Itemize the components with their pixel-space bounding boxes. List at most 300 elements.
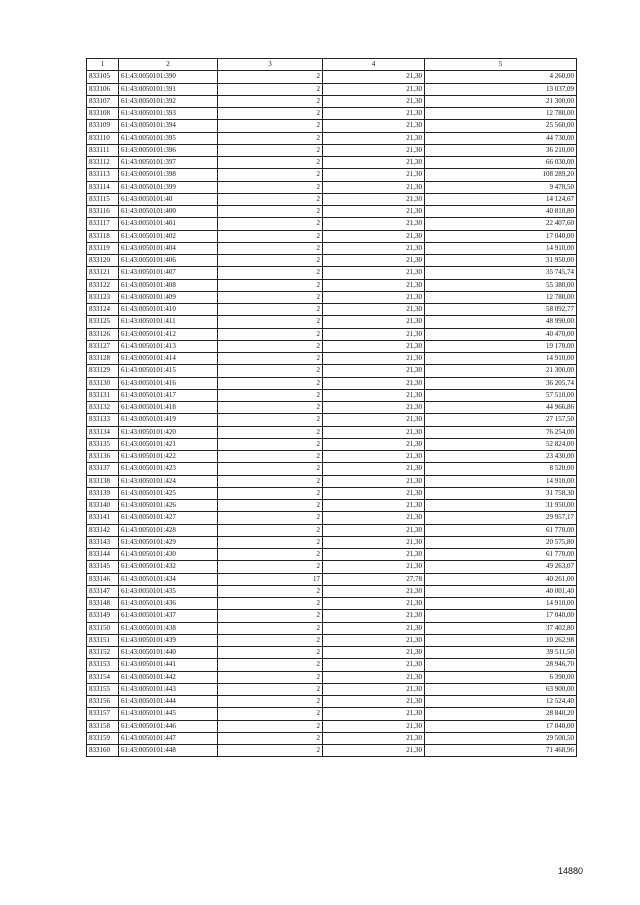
- cell-cadastral-number: 61:43:0050101:427: [119, 512, 218, 524]
- cell-row-id: 833136: [87, 451, 119, 463]
- table-row: [87, 95, 577, 107]
- cell-rate: 21,30: [323, 585, 425, 597]
- table-row: [87, 512, 577, 524]
- cell-quantity: 2: [218, 353, 323, 365]
- cell-amount: 27 157,50: [425, 414, 577, 426]
- table-row: [87, 206, 577, 218]
- cell-row-id: 833108: [87, 108, 119, 120]
- cell-rate: 21,30: [323, 671, 425, 683]
- cell-cadastral-number: 61:43:0050101:423: [119, 463, 218, 475]
- table-row: [87, 353, 577, 365]
- cell-row-id: 833153: [87, 659, 119, 671]
- cell-amount: 61 770,00: [425, 524, 577, 536]
- cell-quantity: 2: [218, 475, 323, 487]
- table-row: [87, 389, 577, 401]
- cell-cadastral-number: 61:43:0050101:407: [119, 267, 218, 279]
- cell-rate: 21,30: [323, 377, 425, 389]
- header-cell-3: 3: [218, 59, 323, 71]
- cell-row-id: 833158: [87, 720, 119, 732]
- cell-rate: 21,30: [323, 549, 425, 561]
- cell-rate: 21,30: [323, 696, 425, 708]
- cell-amount: 66 030,00: [425, 157, 577, 169]
- cell-rate: 21,30: [323, 426, 425, 438]
- cell-quantity: 2: [218, 683, 323, 695]
- table-row: [87, 696, 577, 708]
- cell-row-id: 833121: [87, 267, 119, 279]
- cell-cadastral-number: 61:43:0050101:391: [119, 83, 218, 95]
- cell-row-id: 833146: [87, 573, 119, 585]
- cell-amount: 14 910,00: [425, 598, 577, 610]
- cell-amount: 14 910,00: [425, 242, 577, 254]
- table-row: [87, 438, 577, 450]
- cell-amount: 63 900,00: [425, 683, 577, 695]
- cell-row-id: 833119: [87, 242, 119, 254]
- cell-row-id: 833116: [87, 206, 119, 218]
- cell-amount: 55 380,00: [425, 279, 577, 291]
- cell-amount: 19 170,00: [425, 340, 577, 352]
- table-row: [87, 279, 577, 291]
- table-row: [87, 328, 577, 340]
- table-row: [87, 647, 577, 659]
- cell-rate: 21,30: [323, 451, 425, 463]
- cell-cadastral-number: 61:43:0050101:435: [119, 585, 218, 597]
- cell-rate: 21,30: [323, 745, 425, 757]
- cell-quantity: 2: [218, 585, 323, 597]
- cell-row-id: 833151: [87, 634, 119, 646]
- cell-row-id: 833127: [87, 340, 119, 352]
- cell-amount: 14 910,00: [425, 475, 577, 487]
- cell-row-id: 833114: [87, 181, 119, 193]
- cell-cadastral-number: 61:43:0050101:424: [119, 475, 218, 487]
- cell-quantity: 2: [218, 745, 323, 757]
- cell-amount: 31 950,00: [425, 255, 577, 267]
- cell-cadastral-number: 61:43:0050101:448: [119, 745, 218, 757]
- cell-cadastral-number: 61:43:0050101:415: [119, 365, 218, 377]
- cell-rate: 21,30: [323, 169, 425, 181]
- cell-row-id: 833129: [87, 365, 119, 377]
- cell-amount: 29 500,50: [425, 732, 577, 744]
- cell-cadastral-number: 61:43:0050101:414: [119, 353, 218, 365]
- cell-cadastral-number: 61:43:0050101:437: [119, 610, 218, 622]
- cell-row-id: 833130: [87, 377, 119, 389]
- cell-cadastral-number: 61:43:0050101:419: [119, 414, 218, 426]
- data-table: [86, 58, 577, 757]
- cell-row-id: 833128: [87, 353, 119, 365]
- cell-row-id: 833120: [87, 255, 119, 267]
- cell-cadastral-number: 61:43:0050101:442: [119, 671, 218, 683]
- table-row: [87, 573, 577, 585]
- cell-rate: 21,30: [323, 120, 425, 132]
- cell-amount: 17 040,00: [425, 230, 577, 242]
- cell-row-id: 833112: [87, 157, 119, 169]
- cell-cadastral-number: 61:43:0050101:417: [119, 389, 218, 401]
- cell-amount: 29 957,17: [425, 512, 577, 524]
- cell-cadastral-number: 61:43:0050101:408: [119, 279, 218, 291]
- cell-rate: 21,30: [323, 340, 425, 352]
- table-row: [87, 402, 577, 414]
- cell-amount: 12 524,40: [425, 696, 577, 708]
- cell-rate: 21,30: [323, 108, 425, 120]
- cell-quantity: 2: [218, 255, 323, 267]
- table-row: [87, 720, 577, 732]
- cell-cadastral-number: 61:43:0050101:400: [119, 206, 218, 218]
- cell-quantity: 2: [218, 169, 323, 181]
- cell-row-id: 833126: [87, 328, 119, 340]
- cell-amount: 28 946,70: [425, 659, 577, 671]
- cell-quantity: 2: [218, 536, 323, 548]
- cell-quantity: 2: [218, 291, 323, 303]
- cell-rate: 21,30: [323, 720, 425, 732]
- cell-amount: 40 261,00: [425, 573, 577, 585]
- cell-rate: 21,30: [323, 304, 425, 316]
- cell-row-id: 833150: [87, 622, 119, 634]
- cell-amount: 40 001,40: [425, 585, 577, 597]
- table-row: [87, 304, 577, 316]
- cell-cadastral-number: 61:43:0050101:398: [119, 169, 218, 181]
- cell-rate: 21,30: [323, 255, 425, 267]
- cell-row-id: 833138: [87, 475, 119, 487]
- cell-rate: 21,30: [323, 647, 425, 659]
- cell-rate: 21,30: [323, 353, 425, 365]
- cell-row-id: 833144: [87, 549, 119, 561]
- table-row: [87, 475, 577, 487]
- table-row: [87, 132, 577, 144]
- table-row: [87, 169, 577, 181]
- table-row: [87, 500, 577, 512]
- cell-quantity: 2: [218, 426, 323, 438]
- table-row: [87, 463, 577, 475]
- cell-rate: 21,30: [323, 144, 425, 156]
- cell-rate: 21,30: [323, 95, 425, 107]
- cell-amount: 8 520,00: [425, 463, 577, 475]
- cell-cadastral-number: 61:43:0050101:428: [119, 524, 218, 536]
- cell-quantity: 2: [218, 463, 323, 475]
- table-row: [87, 585, 577, 597]
- cell-cadastral-number: 61:43:0050101:422: [119, 451, 218, 463]
- cell-quantity: 2: [218, 487, 323, 499]
- cell-amount: 17 040,00: [425, 720, 577, 732]
- cell-cadastral-number: 61:43:0050101:445: [119, 708, 218, 720]
- cell-quantity: 2: [218, 720, 323, 732]
- cell-quantity: 2: [218, 414, 323, 426]
- cell-row-id: 833143: [87, 536, 119, 548]
- cell-rate: 21,30: [323, 267, 425, 279]
- cell-rate: 21,30: [323, 598, 425, 610]
- cell-amount: 44 966,86: [425, 402, 577, 414]
- cell-cadastral-number: 61:43:0050101:397: [119, 157, 218, 169]
- table-row: [87, 524, 577, 536]
- table-row: [87, 659, 577, 671]
- cell-amount: 12 780,00: [425, 291, 577, 303]
- cell-row-id: 833149: [87, 610, 119, 622]
- cell-amount: 52 824,00: [425, 438, 577, 450]
- table-row: [87, 365, 577, 377]
- cell-quantity: 2: [218, 108, 323, 120]
- cell-row-id: 833141: [87, 512, 119, 524]
- cell-amount: 22 407,60: [425, 218, 577, 230]
- cell-row-id: 833125: [87, 316, 119, 328]
- cell-amount: 48 990,00: [425, 316, 577, 328]
- cell-quantity: 2: [218, 524, 323, 536]
- header-cell-1: 1: [87, 59, 119, 71]
- table-row: [87, 83, 577, 95]
- cell-rate: 21,30: [323, 524, 425, 536]
- cell-row-id: 833152: [87, 647, 119, 659]
- cell-cadastral-number: 61:43:0050101:394: [119, 120, 218, 132]
- cell-quantity: 2: [218, 304, 323, 316]
- table-row: [87, 561, 577, 573]
- cell-row-id: 833111: [87, 144, 119, 156]
- cell-quantity: 2: [218, 671, 323, 683]
- cell-cadastral-number: 61:43:0050101:402: [119, 230, 218, 242]
- table-row: [87, 549, 577, 561]
- table-row: [87, 144, 577, 156]
- cell-cadastral-number: 61:43:0050101:395: [119, 132, 218, 144]
- cell-amount: 36 210,00: [425, 144, 577, 156]
- cell-quantity: 2: [218, 402, 323, 414]
- header-cell-5: 5: [425, 59, 577, 71]
- table-row: [87, 291, 577, 303]
- cell-quantity: 2: [218, 267, 323, 279]
- cell-cadastral-number: 61:43:0050101:406: [119, 255, 218, 267]
- cell-quantity: 2: [218, 659, 323, 671]
- cell-rate: 21,30: [323, 475, 425, 487]
- cell-row-id: 833139: [87, 487, 119, 499]
- cell-rate: 21,30: [323, 206, 425, 218]
- table-row: [87, 598, 577, 610]
- table-row: [87, 610, 577, 622]
- cell-cadastral-number: 61:43:0050101:447: [119, 732, 218, 744]
- table-row: [87, 230, 577, 242]
- cell-rate: 21,30: [323, 402, 425, 414]
- page-number: 14880: [558, 866, 584, 876]
- cell-rate: 21,30: [323, 463, 425, 475]
- table-row: [87, 218, 577, 230]
- cell-cadastral-number: 61:43:0050101:40: [119, 193, 218, 205]
- table-row: [87, 255, 577, 267]
- cell-cadastral-number: 61:43:0050101:432: [119, 561, 218, 573]
- table-row: [87, 181, 577, 193]
- cell-amount: 40 470,00: [425, 328, 577, 340]
- cell-cadastral-number: 61:43:0050101:439: [119, 634, 218, 646]
- cell-amount: 14 910,00: [425, 353, 577, 365]
- cell-rate: 21,30: [323, 71, 425, 83]
- cell-cadastral-number: 61:43:0050101:390: [119, 71, 218, 83]
- cell-rate: 21,30: [323, 438, 425, 450]
- cell-row-id: 833155: [87, 683, 119, 695]
- cell-quantity: 2: [218, 438, 323, 450]
- cell-rate: 21,30: [323, 132, 425, 144]
- table-row: [87, 426, 577, 438]
- cell-cadastral-number: 61:43:0050101:410: [119, 304, 218, 316]
- cell-row-id: 833109: [87, 120, 119, 132]
- cell-row-id: 833117: [87, 218, 119, 230]
- cell-amount: 21 300,00: [425, 365, 577, 377]
- cell-row-id: 833134: [87, 426, 119, 438]
- cell-rate: 21,30: [323, 193, 425, 205]
- cell-rate: 21,30: [323, 316, 425, 328]
- cell-cadastral-number: 61:43:0050101:396: [119, 144, 218, 156]
- cell-cadastral-number: 61:43:0050101:413: [119, 340, 218, 352]
- cell-cadastral-number: 61:43:0050101:441: [119, 659, 218, 671]
- cell-quantity: 2: [218, 696, 323, 708]
- cell-cadastral-number: 61:43:0050101:421: [119, 438, 218, 450]
- cell-cadastral-number: 61:43:0050101:420: [119, 426, 218, 438]
- cell-row-id: 833137: [87, 463, 119, 475]
- table-row: [87, 414, 577, 426]
- cell-quantity: 2: [218, 316, 323, 328]
- table-header: [87, 59, 577, 71]
- cell-row-id: 833160: [87, 745, 119, 757]
- cell-quantity: 2: [218, 328, 323, 340]
- table-row: [87, 732, 577, 744]
- table-row: [87, 157, 577, 169]
- cell-amount: 40 810,80: [425, 206, 577, 218]
- cell-cadastral-number: 61:43:0050101:416: [119, 377, 218, 389]
- cell-quantity: 2: [218, 708, 323, 720]
- cell-quantity: 2: [218, 181, 323, 193]
- cell-quantity: 2: [218, 598, 323, 610]
- cell-amount: 108 289,20: [425, 169, 577, 181]
- cell-amount: 37 402,80: [425, 622, 577, 634]
- cell-rate: 21,30: [323, 683, 425, 695]
- cell-amount: 4 260,00: [425, 71, 577, 83]
- table-row: [87, 487, 577, 499]
- table-row: [87, 108, 577, 120]
- table-row: [87, 451, 577, 463]
- cell-row-id: 833122: [87, 279, 119, 291]
- cell-quantity: 2: [218, 500, 323, 512]
- cell-quantity: 2: [218, 732, 323, 744]
- cell-cadastral-number: 61:43:0050101:434: [119, 573, 218, 585]
- table-row: [87, 622, 577, 634]
- cell-amount: 58 092,77: [425, 304, 577, 316]
- cell-rate: 21,30: [323, 732, 425, 744]
- cell-rate: 21,30: [323, 536, 425, 548]
- cell-quantity: 2: [218, 230, 323, 242]
- cell-row-id: 833124: [87, 304, 119, 316]
- cell-row-id: 833110: [87, 132, 119, 144]
- cell-row-id: 833159: [87, 732, 119, 744]
- cell-quantity: 2: [218, 340, 323, 352]
- cell-cadastral-number: 61:43:0050101:404: [119, 242, 218, 254]
- cell-quantity: 2: [218, 610, 323, 622]
- cell-cadastral-number: 61:43:0050101:440: [119, 647, 218, 659]
- cell-rate: 21,30: [323, 83, 425, 95]
- cell-cadastral-number: 61:43:0050101:430: [119, 549, 218, 561]
- cell-quantity: 2: [218, 157, 323, 169]
- cell-amount: 9 478,50: [425, 181, 577, 193]
- cell-cadastral-number: 61:43:0050101:436: [119, 598, 218, 610]
- cell-cadastral-number: 61:43:0050101:399: [119, 181, 218, 193]
- table-row: [87, 316, 577, 328]
- cell-rate: 21,30: [323, 414, 425, 426]
- cell-amount: 31 950,00: [425, 500, 577, 512]
- cell-quantity: 2: [218, 206, 323, 218]
- cell-rate: 27,78: [323, 573, 425, 585]
- cell-cadastral-number: 61:43:0050101:409: [119, 291, 218, 303]
- cell-cadastral-number: 61:43:0050101:443: [119, 683, 218, 695]
- cell-row-id: 833107: [87, 95, 119, 107]
- cell-rate: 21,30: [323, 512, 425, 524]
- table-row: [87, 193, 577, 205]
- cell-amount: 28 840,20: [425, 708, 577, 720]
- cell-row-id: 833148: [87, 598, 119, 610]
- cell-quantity: 2: [218, 389, 323, 401]
- cell-rate: 21,30: [323, 279, 425, 291]
- cell-quantity: 2: [218, 451, 323, 463]
- cell-rate: 21,30: [323, 181, 425, 193]
- cell-amount: 23 430,00: [425, 451, 577, 463]
- cell-row-id: 833145: [87, 561, 119, 573]
- table-row: [87, 671, 577, 683]
- cell-rate: 21,30: [323, 389, 425, 401]
- cell-amount: 21 300,00: [425, 95, 577, 107]
- table-row: [87, 683, 577, 695]
- cell-row-id: 833133: [87, 414, 119, 426]
- cell-row-id: 833113: [87, 169, 119, 181]
- cell-quantity: 2: [218, 120, 323, 132]
- cell-amount: 44 730,00: [425, 132, 577, 144]
- cell-quantity: 2: [218, 83, 323, 95]
- table-row: [87, 536, 577, 548]
- cell-row-id: 833131: [87, 389, 119, 401]
- cell-rate: 21,30: [323, 500, 425, 512]
- cell-row-id: 833118: [87, 230, 119, 242]
- cell-quantity: 2: [218, 242, 323, 254]
- cell-quantity: 2: [218, 512, 323, 524]
- cell-rate: 21,30: [323, 659, 425, 671]
- table-row: [87, 745, 577, 757]
- table-row: [87, 340, 577, 352]
- cell-amount: 25 560,00: [425, 120, 577, 132]
- cell-quantity: 2: [218, 549, 323, 561]
- cell-row-id: 833132: [87, 402, 119, 414]
- cell-cadastral-number: 61:43:0050101:393: [119, 108, 218, 120]
- cell-quantity: 2: [218, 377, 323, 389]
- cell-cadastral-number: 61:43:0050101:401: [119, 218, 218, 230]
- cell-amount: 39 511,50: [425, 647, 577, 659]
- cell-rate: 21,30: [323, 157, 425, 169]
- table-row: [87, 377, 577, 389]
- cell-cadastral-number: 61:43:0050101:412: [119, 328, 218, 340]
- cell-amount: 61 770,00: [425, 549, 577, 561]
- cell-row-id: 833115: [87, 193, 119, 205]
- cell-amount: 31 758,30: [425, 487, 577, 499]
- cell-quantity: 2: [218, 132, 323, 144]
- cell-quantity: 2: [218, 71, 323, 83]
- cell-rate: 21,30: [323, 291, 425, 303]
- table-row: [87, 120, 577, 132]
- cell-amount: 10 262,98: [425, 634, 577, 646]
- cell-amount: 17 040,00: [425, 610, 577, 622]
- cell-amount: 6 390,00: [425, 671, 577, 683]
- cell-amount: 57 510,00: [425, 389, 577, 401]
- cell-rate: 21,30: [323, 365, 425, 377]
- cell-row-id: 833154: [87, 671, 119, 683]
- cell-rate: 21,30: [323, 561, 425, 573]
- cell-amount: 71 468,96: [425, 745, 577, 757]
- cell-amount: 20 575,80: [425, 536, 577, 548]
- cell-cadastral-number: 61:43:0050101:392: [119, 95, 218, 107]
- cell-rate: 21,30: [323, 242, 425, 254]
- cell-quantity: 2: [218, 365, 323, 377]
- cell-cadastral-number: 61:43:0050101:411: [119, 316, 218, 328]
- cell-rate: 21,30: [323, 622, 425, 634]
- cell-rate: 21,30: [323, 634, 425, 646]
- table-row: [87, 708, 577, 720]
- cell-rate: 21,30: [323, 230, 425, 242]
